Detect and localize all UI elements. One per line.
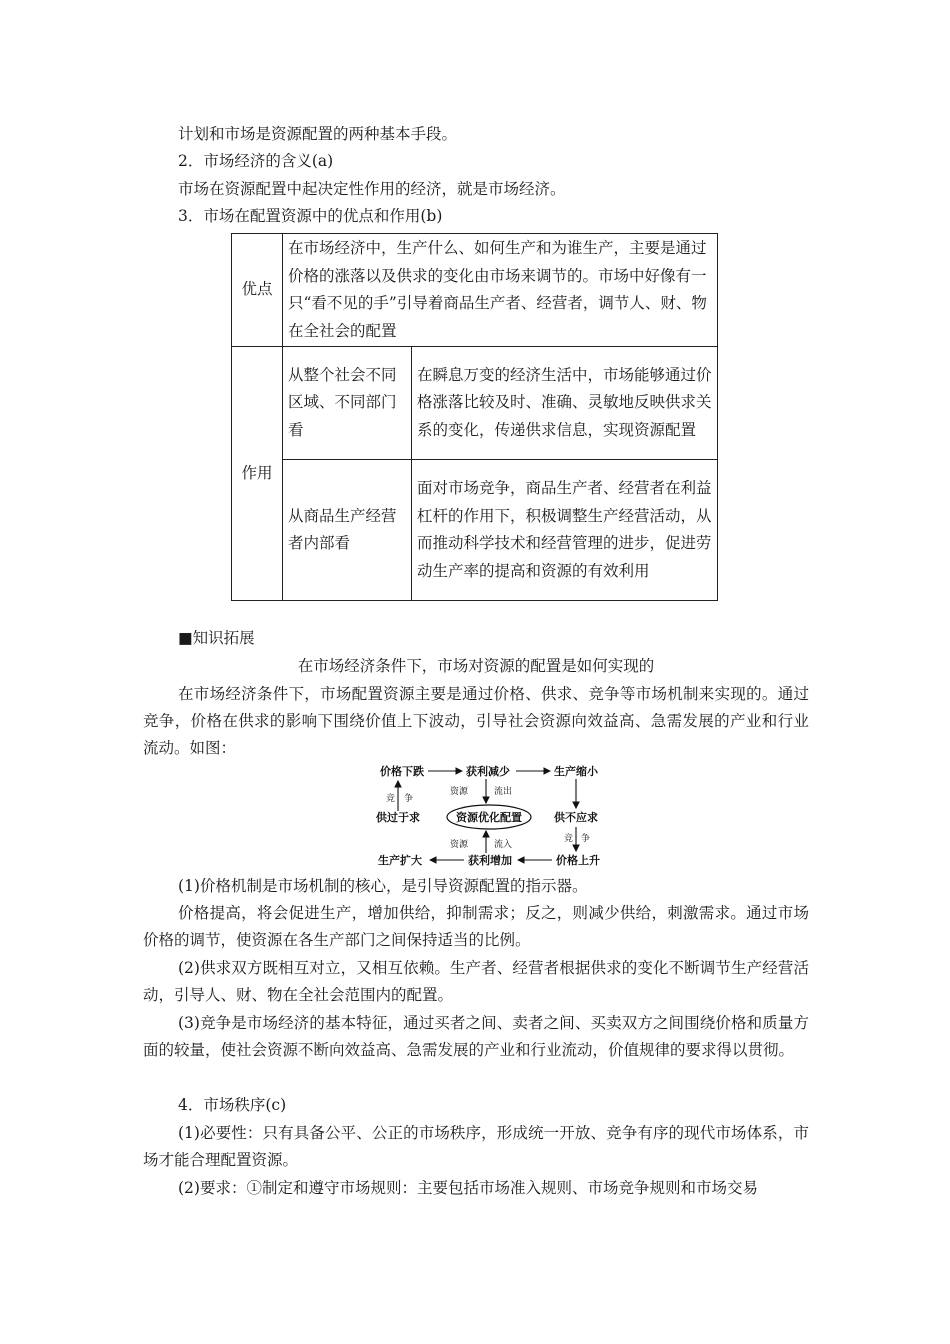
- table-row: [232, 347, 718, 460]
- node-shortage: 供不应求: [554, 811, 598, 824]
- section-2-text: 市场在资源配置中起决定性作用的经济，就是市场经济。: [178, 180, 566, 198]
- effect-perspective: 从整个社会不同区域、不同部门看: [283, 347, 412, 460]
- node-center: 资源优化配置: [456, 811, 522, 824]
- node-profit-down: 获利减少: [466, 765, 510, 778]
- paragraph-price-mechanism: (1)价格机制是市场机制的核心，是引导资源配置的指示器。: [178, 877, 588, 895]
- resource-allocation-diagram: [368, 761, 618, 873]
- paragraph-requirements: (2)要求：①制定和遵守市场规则：主要包括市场准入规则、市场竞争规则和市场交易: [178, 1179, 758, 1197]
- section-3-heading: 3．市场在配置资源中的优点和作用(b): [178, 207, 443, 225]
- intro-line-1: 计划和市场是资源配置的两种基本手段。: [178, 125, 458, 143]
- node-price-up: 价格上升: [556, 854, 600, 867]
- section-4-heading: 4．市场秩序(c): [178, 1096, 287, 1114]
- node-profit-up: 获利增加: [468, 854, 512, 867]
- advantage-text: 在市场经济中，生产什么、如何生产和为谁生产，主要是通过价格的涨落以及供求的变化由市场来调节的。市场中好像有一只“看不见的手”引导着商品生产者、经营者，调节人、财、物在全社会的配置: [283, 234, 718, 347]
- effect-label: 作用: [232, 347, 283, 601]
- node-oversupply: 供过于求: [376, 811, 420, 824]
- label-compete-right-1: 竞: [564, 834, 574, 844]
- label-resource-top: 资源: [450, 787, 469, 797]
- paragraph-competition: (3)竞争是市场经济的基本特征，通过买者之间、卖者之间、买卖双方之间围绕价格和质量方面的较量，使社会资源不断向效益高、急需发展的产业和行业流动，价值规律的要求得以贯彻。: [143, 1014, 809, 1059]
- paragraph-necessity: (1)必要性：只有具备公平、公正的市场秩序，形成统一开放、竞争有序的现代市场体系，市场才能合理配置资源。: [143, 1124, 809, 1169]
- label-resource-bottom: 资源: [450, 840, 469, 850]
- node-production-expand: 生产扩大: [378, 854, 422, 867]
- node-price-down: 价格下跌: [380, 765, 424, 778]
- advantage-label: 优点: [232, 234, 283, 347]
- node-production-shrink: 生产缩小: [554, 765, 598, 778]
- paragraph-supply-demand: (2)供求双方既相互对立，又相互依赖。生产者、经营者根据供求的变化不断调节生产经营活动，引导人、财、物在全社会范围内的配置。: [143, 959, 809, 1004]
- market-advantages-table: [231, 233, 718, 601]
- label-compete-left-1: 竞: [386, 794, 396, 804]
- label-compete-right-2: 争: [581, 834, 591, 844]
- label-outflow: 流出: [494, 787, 513, 797]
- label-compete-left-2: 争: [404, 794, 414, 804]
- table-row: [232, 460, 718, 601]
- effect-text: 面对市场竞争，商品生产者、经营者在利益杠杆的作用下，积极调整生产经营活动，从而推动科学技术和经营管理的进步，促进劳动生产率的提高和资源的有效利用: [412, 460, 718, 601]
- knowledge-heading: ■知识拓展: [178, 629, 255, 647]
- knowledge-intro: 在市场经济条件下，市场配置资源主要是通过价格、供求、竞争等市场机制来实现的。通过竞争，价格在供求的影响下围绕价值上下波动，引导社会资源向效益高、急需发展的产业和行业流动。如图：: [143, 685, 809, 757]
- section-2-heading: 2．市场经济的含义(a): [178, 152, 334, 170]
- effect-perspective: 从商品生产经营者内部看: [283, 460, 412, 601]
- label-inflow: 流入: [494, 840, 513, 850]
- table-row: [232, 234, 718, 347]
- paragraph-price-effect: 价格提高，将会促进生产，增加供给，抑制需求；反之，则减少供给，刺激需求。通过市场价格的调节，使资源在各生产部门之间保持适当的比例。: [143, 904, 809, 949]
- effect-text: 在瞬息万变的经济生活中，市场能够通过价格涨落比较及时、准确、灵敏地反映供求关系的变化，传递供求信息，实现资源配置: [412, 347, 718, 460]
- knowledge-title: 在市场经济条件下，市场对资源的配置是如何实现的: [297, 657, 655, 675]
